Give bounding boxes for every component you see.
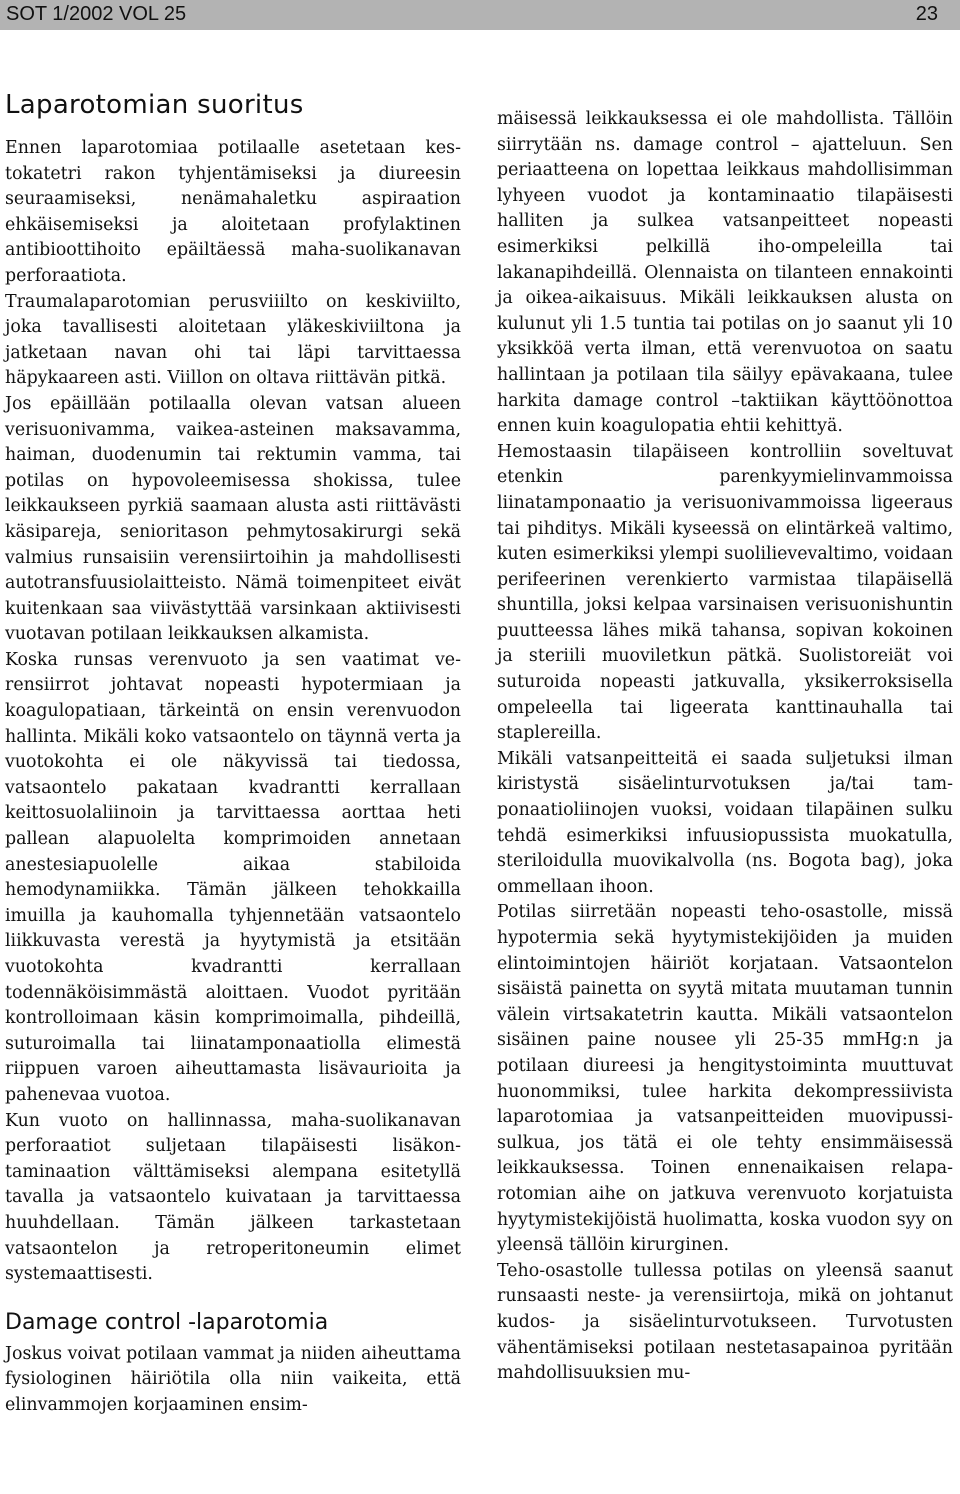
paragraph: Potilas siirretään nopeasti teho-osastolle, missä hypotermia sekä hyytymistekijöiden ja muiden elintoimintojen häiriöt korjataan. Vatsaontelon sisäistä painetta on syytä mitata muutaman tunnin välein virtsakatetrin kautta. Mikäli vatsaontelon sisäinen paine nousee yli 25-35 mmHg:n ja potilaan diureesi ja hengitystoiminta muuttuvat huonommiksi, tulee harkita dekompressiivista laparotomiaa ja vatsanpeitteiden muovipussisulkua, jos tätä ei ole tehty ensimmäisessä leikkauksessa. Toinen ennenaikaisen relaparotomian aihe on jatkuva verenvuoto korjatuista hyytymistekijöistä huolimatta, koska vuodon syy on yleensä tällöin kirurginen.: [497, 902, 953, 1256]
paragraph: mäisessä leikkauksessa ei ole mahdollista. Tällöin siirrytään ns. damage control – ajatteluun. Sen periaatteena on lopettaa leikkaus mahdollisimman lyhyeen vuodot ja kontaminaatio tilapäisesti halliten ja sulkea vatsanpeitteet nopeasti esimerkiksi pelkillä iho-ompeleilla tai lakanapihdeillä. Olennaista on tilanteen ennakointi ja oikea-aikaisuus. Mikäli leikkauksen alusta on kulunut yli 1.5 tuntia tai potilas on jo saanut yli 10 yksikköä verta ilman, että verenvuotoa on saatu hallintaan ja potilaan tila säilyy epävakaana, tulee harkita damage control –taktiikan käyttöönottoa ennen kuin koagulopatia ehtii kehittyä.: [497, 109, 953, 437]
section-title: Laparotomian suoritus: [5, 90, 304, 120]
paragraph: Koska runsas verenvuoto ja sen vaatimat verensiirrot johtavat nopeasti hypotermiaan ja koagulopatiaan, tärkeintä on ensin verenvuodon hallinta. Mikäli koko vatsaontelo on täynnä verta ja vuotokohta ei ole näkyvissä tai tiedossa, vatsaontelo pakataan kvadrantti kerrallaan keittosuolaliinoin ja tarvittaessa aorttaa heti pallean alapuolelta komprimoiden annetaan anestesiapuolelle aikaa stabiloida hemodynamiikka. Tämän jälkeen tehokkailla imuilla ja kauhomalla tyhjennetään vatsaontelo liikkuvasta verestä ja hyytymistä ja etsitään vuotokohta kvadrantti kerrallaan todennäköisimmästä aloittaen. Vuodot pyritään kontrolloimaan käsin komprimoimalla, pihdeillä, suturoimalla tai liinatamponaatiolla elimestä riippuen varoen aiheuttamasta lisävaurioita ja pahenevaa vuotoa.: [5, 649, 461, 1105]
subsection-title: Damage control -laparotomia: [5, 1309, 329, 1335]
paragraph: Teho-osastolle tullessa potilas on yleensä saanut runsaasti neste- ja verensiirtoja, mikä on johtanut kudos- ja sisäelinturvotukseen. Turvotusten vähentämiseksi potilaan nestetasapainoa pyritään mahdollisuuksien mu-: [497, 1260, 953, 1384]
journal-issue: SOT 1/2002 VOL 25: [6, 3, 187, 25]
paragraph: Joskus voivat potilaan vammat ja niiden aiheuttama fysiologinen häiriötila olla niin vaikeita, että elinvammojen korjaaminen ensim-: [5, 1343, 461, 1415]
page-number: 23: [915, 3, 938, 25]
left-column: [5, 88, 461, 1419]
page-header: [0, 0, 960, 30]
paragraph: Hemostaasin tilapäiseen kontrolliin soveltuvat etenkin parenkyymielinvammoissa liinatamponaatio ja verisuonivammoissa ligeeraus tai pihditys. Mikäli kyseessä on elintärkeä valtimo, kuten esimerkiksi ylempi suolilievevaltimo, voidaan perifeerinen verenkierto varmistaa tilapäisellä shuntilla, joksi kelpaa varsinaisen verisuonishuntin puutteessa lähes mikä tahansa, sopivan kokoinen ja steriili muoviletkun pätkä. Suolistoreiät voi suturoida nopeasti jatkuvalla, yksikerroksisella ompeleella tai ligeerata kanttinauhalla tai staplereilla.: [497, 441, 953, 744]
paragraph: Ennen laparotomiaa potilaalle asetetaan kestokatetri rakon tyhjentämiseksi ja diureesin seuraamiseksi, nenämahaletku aspiraation ehkäisemiseksi ja aloitetaan profylaktinen antibioottihoito epäiltäessä maha-suolikanavan perforaatiota.: [5, 138, 461, 286]
paragraph: Traumalaparotomian perusviiilto on keskiviilto, joka tavallisesti aloitetaan yläkeskiviiltona ja jatketaan navan ohi tai läpi tarvittaessa häpykaareen asti. Viillon on oltava riittävän pitkä.: [5, 291, 461, 389]
paragraph: Kun vuoto on hallinnassa, maha-suolikanavan perforaatiot suljetaan tilapäisesti lisäkontaminaation välttämiseksi alempana esitetyllä tavalla ja vatsaontelo kuivataan ja tarvittaessa huuhdellaan. Tämän jälkeen tarkastetaan vatsaontelon ja retroperitoneumin elimet systemaattisesti.: [5, 1110, 461, 1285]
right-column: [497, 107, 953, 1387]
paragraph: Jos epäillään potilaalla olevan vatsan alueen verisuonivamma, vaikea-asteinen maksavamma, haiman, duodenumin tai rektumin vamma, tai potilas on hypovoleemisessa shokissa, tulee leikkaukseen pyrkiä saamaan alusta asti riittävästi käsipareja, senioritason pehmytosakirurgi sekä valmius runsaisiin verensiirtoihin ja mahdollisesti autotransfuusiolaitteisto. Nämä toimenpiteet eivät kuitenkaan saa viivästyttää varsinkaan aktiivisesti vuotavan potilaan leikkauksen alkamista.: [5, 393, 461, 645]
paragraph: Mikäli vatsanpeitteitä ei saada suljetuksi ilman kiristystä sisäelinturvotuksen ja/tai tamponaatioliinojen vuoksi, voidaan tilapäinen sulku tehdä esimerkiksi infuusiopussista muokatulla, steriloidulla muovikalvolla (ns. Bogota bag), joka ommellaan ihoon.: [497, 748, 953, 897]
